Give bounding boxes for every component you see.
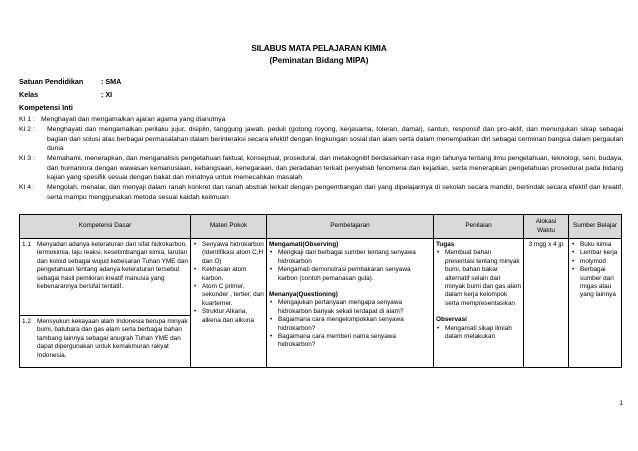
list-item: • Atom C primer, sekunder , tertier, dan kuarterner.	[193, 283, 264, 308]
ki-heading: Kompetensi Inti	[19, 103, 73, 112]
ki-text: Menghayati dan mengamalkan perilaku jujur, disiplin, tanggung jawab, peduli (gotong royong, kerjasama, toleran, damai), santun, responsif dan pro-aktif, dan menunjukan sikap sebagai bagian dari solusi atas berbagai permasalahan dalam berinteraksi secara efektif dengan lingkungan sosial dan alam serta dalam menempatkan diri sebagai cerminan bangsa dalam pergaulan dunia	[47, 126, 623, 153]
ki-label: KI 2 :	[19, 126, 35, 133]
sumber-cell	[569, 239, 622, 368]
kd-cell	[20, 316, 191, 368]
list-item: • Membuat bahan presentasi tentang minyak bumi, bahan bakar alternatif selain dari minyak bumi dan gas alam dalam kerja kelompok serta mempresentasikan	[436, 249, 521, 308]
alokasi-cell: 3 mgg x 4 jp	[524, 239, 569, 368]
menanya-list	[269, 299, 431, 349]
kd-number: 1.1	[22, 241, 31, 248]
observasi-heading: Observasi	[436, 316, 467, 324]
ki-label: KI 1 :	[19, 116, 35, 123]
tugas-heading: Tugas	[436, 241, 455, 248]
ki-text: Menghayati dan mengamalkan ajaran agama yang dianutnya	[41, 116, 226, 123]
list-item: • Mengajukan pertanyaan mengapa senyawa hidrokarbon banyak sekali terdapat di alam?	[269, 299, 431, 316]
ki-text: Memahami, menerapkan, dan menganalisis pengetahuan faktual, konseptual, prosedural, dan metakognitif berdasarkan rasa ingin tahunya tentang ilmu pengetahuan, teknologi, seni, budaya, dan humaniora dengan wawasan kemanusiaan, kebangsaan, kenegaraan, dan peradaban terkait penyebab fenomena dan kejadian, serta menerapkan pengetahuan prosedural pada bidang kajian yang spesifik sesuai dengan bakat dan minatnya untuk memecahkan masalah	[47, 155, 623, 182]
school-row	[19, 77, 121, 86]
list-item: • Senyawa hidrokarbon (Identifikasi atom C,H dan O)	[193, 241, 264, 266]
table-header-row	[20, 215, 622, 239]
observasi-list	[436, 325, 521, 342]
list-item: • Berbagai sumber dari migas atau yang lainnya	[571, 266, 619, 300]
list-item: • Kekhasan atom karbon.	[193, 266, 264, 283]
mengamati-heading: Mengamati(Observing)	[269, 241, 339, 248]
syllabus-table	[19, 214, 622, 368]
document-title: SILABUS MATA PELAJARAN KIMIA	[251, 44, 387, 53]
class-value: : XI	[101, 90, 113, 99]
mengamati-list	[269, 249, 431, 283]
tugas-list	[436, 249, 521, 308]
table-row	[20, 239, 622, 316]
ki-text: Mengolah, menalar, dan menyaji dalam ranah konkret dan ranah abstrak terkait dengan pengembangan dari yang dipelajarinya di sekolah secara mandiri, bertindak secara efektif dan kreatif, serta mampu menggunakan metoda sesuai kaidah keilmuan	[47, 184, 623, 201]
kd-text: Menyadari adanya keteraturan dari sifat hidrokarbon, termokimia, laju reaksi, kesetimbangan kimia, larutan dan koloid sebagai wujud kebesaran Tuhan YME dan pengetahuan tentang adanya keteraturan tersebut sebagai hasil pemikiran kreatif manusia yang kebenarannya bersifat tentatif.	[37, 241, 188, 291]
materi-list	[193, 241, 264, 325]
class-label: Kelas	[19, 90, 39, 99]
document-subtitle: (Peminatan Bidang MIPA)	[269, 56, 369, 65]
school-value: : SMA	[101, 77, 122, 86]
materi-cell	[191, 239, 267, 368]
ki-label: KI 4 :	[19, 184, 35, 191]
list-item: • Bagaimana cara memberi nama senyawa hidrokarbon?	[269, 333, 431, 350]
list-item: • Struktur Alkana, alkena dan alkuna	[193, 308, 264, 325]
header-materi-pokok: Materi Pokok	[191, 215, 267, 239]
list-item: • Lembar kerja	[571, 249, 619, 257]
kd-number: 1.2	[22, 318, 31, 325]
header-penilaian: Penilaian	[434, 215, 524, 239]
list-item: • Buku kimia	[571, 241, 619, 249]
list-item: • molymod	[571, 258, 619, 266]
ki-item	[19, 154, 623, 183]
ki-item	[19, 183, 623, 202]
class-row	[19, 90, 112, 99]
school-label: Satuan Pendidikan	[19, 77, 84, 86]
list-item: • Mengamati demonstrasi pembakaran senyawa karbon (contoh pemanasan gula).	[269, 266, 431, 283]
kd-item	[22, 241, 188, 291]
kd-item	[22, 318, 188, 360]
list-item: • Mengamati sikap ilmiah dalam melakukan	[436, 325, 521, 342]
penilaian-cell	[434, 239, 524, 368]
pembelajaran-cell	[267, 239, 434, 368]
ki-item	[19, 125, 623, 154]
list-item: • Mengkaji dari berbagai sumber tentang senyawa hidrokarbon	[269, 249, 431, 266]
header-kompetensi-dasar: Kompetensi Dasar	[20, 215, 191, 239]
kd-cell	[20, 239, 191, 316]
sumber-list	[571, 241, 619, 300]
ki-label: KI 3 :	[19, 155, 35, 162]
header-alokasi-waktu: Alokasi Waktu	[524, 215, 569, 239]
header-pembelajaran: Pembelajaran	[267, 215, 434, 239]
header-sumber-belajar: Sumber Belajar	[569, 215, 622, 239]
list-item: • Bagaimana cara mengelompokkan senyawa hidrokarbon?	[269, 316, 431, 333]
ki-item	[19, 115, 623, 125]
menanya-heading: Menanya(Questioning)	[269, 291, 338, 299]
page-number: 1	[619, 400, 623, 407]
kd-text: Mensyukuri kekayaan alam Indonesia berupa minyak bumi, batubara dan gas alam serta berbagai bahan tambang lainnya sebagai anugrah Tuhan YME dan dapat dipergunakan untuk kemakmuran rakyat Indonesia.	[37, 318, 188, 359]
